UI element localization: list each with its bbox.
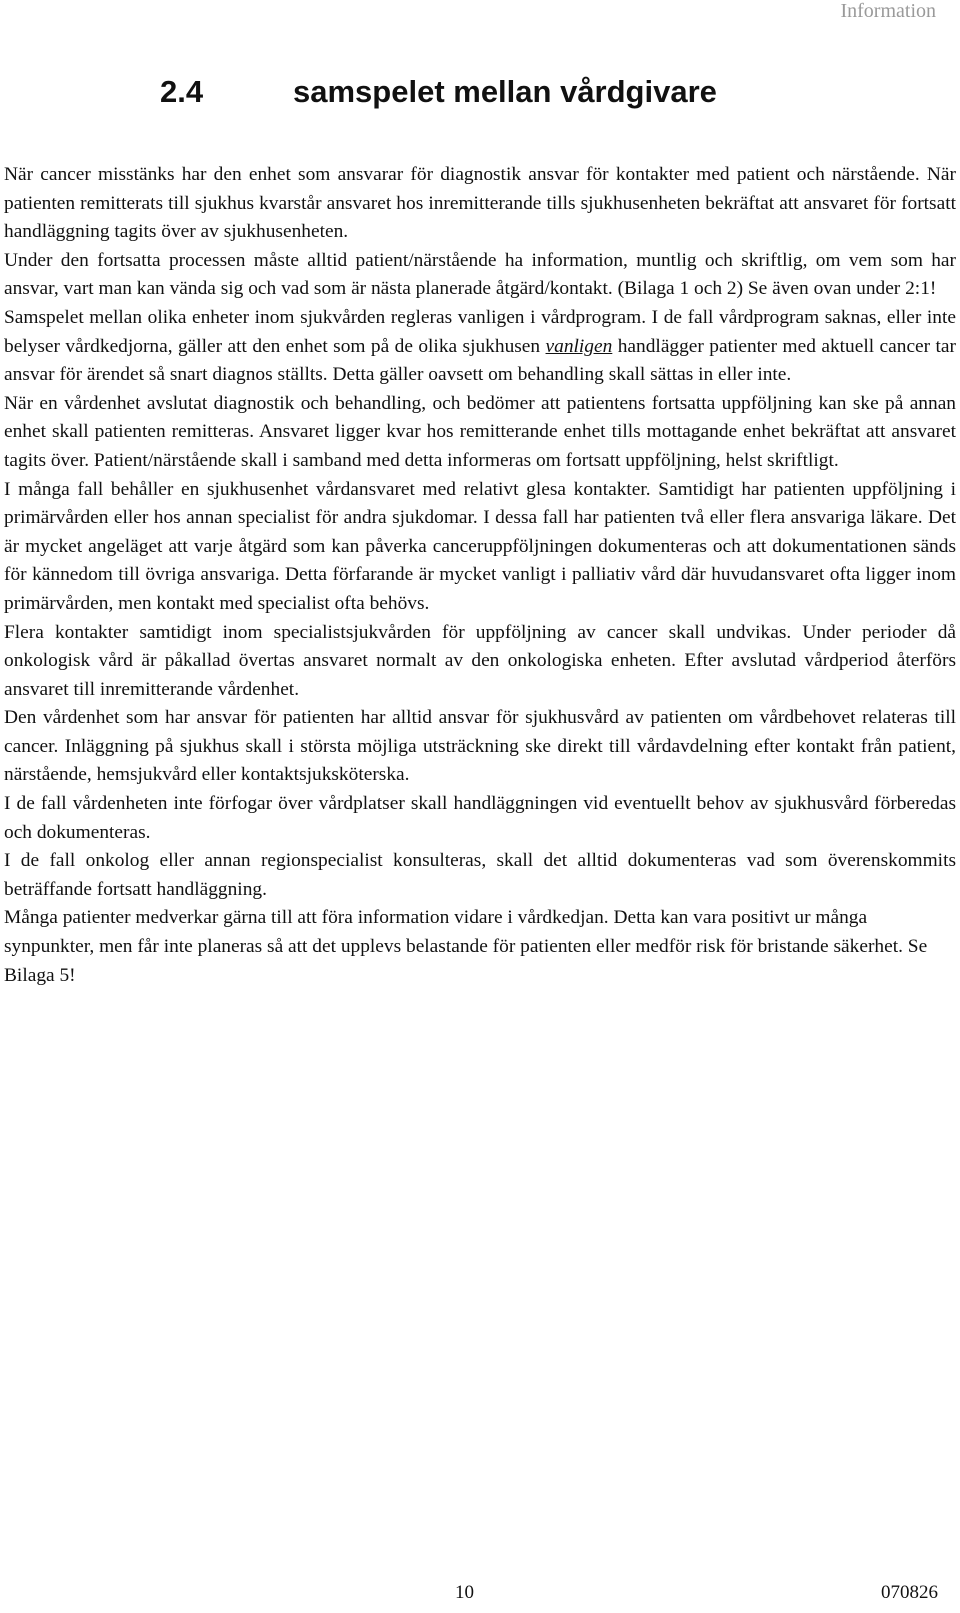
paragraph-text: handlägger patienter med aktuell cancer tar ansvar för ärendet så snart diagnos ställts. Detta gäller oavsett om behandling skall sättas in eller inte. bbox=[4, 335, 956, 386]
document-date: 070826 bbox=[881, 1582, 938, 1603]
paragraph bbox=[4, 304, 956, 390]
page-number: 10 bbox=[455, 1582, 474, 1603]
body-text bbox=[4, 161, 956, 990]
paragraph: I de fall vårdenheten inte förfogar över vårdplatser skall handläggningen vid eventuellt behov av sjukhusvård förberedas och dokumenteras. bbox=[4, 793, 956, 843]
section-title: samspelet mellan vårdgivare bbox=[293, 74, 717, 109]
section-heading bbox=[160, 74, 717, 110]
paragraph: Den vårdenhet som har ansvar för patienten har alltid ansvar för sjukhusvård av patienten om vårdbehovet relateras till cancer. Inläggning på sjukhus skall i största möjliga utsträckning ske direkt till vårdavdelning efter kontakt från patient, närstående, hemsjukvård eller kontaktsjuksköterska. bbox=[4, 707, 956, 786]
paragraph: När cancer misstänks har den enhet som ansvarar för diagnostik ansvar för kontakter med patient och närstående. När patienten remitterats till sjukhus kvarstår ansvaret hos inremitterande tills sjukhusenheten bekräftat att ansvaret för fortsatt handläggning tagits över av sjukhusenheten. bbox=[4, 164, 956, 243]
paragraph: I de fall onkolog eller annan regionspecialist konsulteras, skall det alltid dokumenteras vad som överenskommits beträffande fortsatt handläggning. bbox=[4, 850, 956, 900]
paragraph: Flera kontakter samtidigt inom specialistsjukvården för uppföljning av cancer skall undvikas. Under perioder då onkologisk vård är påkallad övertas ansvaret normalt av den onkologiska enheten. Efter avslutad vårdperiod återförs ansvaret till inremitterande vårdenhet. bbox=[4, 621, 956, 700]
paragraph: När en vårdenhet avslutat diagnostik och behandling, och bedömer att patientens fortsatta uppföljning kan ske på annan enhet skall patienten remitteras. Ansvaret ligger kvar hos remitterande enhet tills mottagande enhet bekräftat att ansvaret tagits över. Patient/närstående skall i samband med detta informeras om fortsatt uppföljning, helst skriftligt. bbox=[4, 392, 956, 471]
paragraph-text: Samspelet mellan olika enheter inom sjukvården regleras vanligen i vårdprogram. I de fall vårdprogram saknas, eller inte belyser vårdkedjorna, gäller att den enhet som på de olika sjukhusen bbox=[4, 306, 956, 357]
paragraph: I många fall behåller en sjukhusenhet vårdansvaret med relativt glesa kontakter. Samtidigt har patienten uppföljning i primärvården eller hos annan specialist för andra sjukdomar. I dessa fall har patienten två eller flera ansvariga läkare. Det är mycket angeläget att varje åtgärd som kan påverka canceruppföljningen dokumenteras och att dokumentationen sänds för kännedom till övriga ansvariga. Detta förfarande är mycket vanligt i palliativ vård där huvudansvaret ofta ligger inom primärvården, men kontakt med specialist ofta behövs. bbox=[4, 478, 956, 614]
paragraph: Många patienter medverkar gärna till att föra information vidare i vårdkedjan. Detta kan vara positivt ur många synpunkter, men får inte planeras så att det upplevs belastande för patienten eller medför risk för bristande säkerhet. Se Bilaga 5! bbox=[4, 907, 928, 986]
paragraph: Under den fortsatta processen måste alltid patient/närstående ha information, muntlig och skriftlig, om vem som har ansvar, vart man kan vända sig och vad som är nästa planerade åtgärd/kontakt. (Bilaga 1 och 2) Se även ovan under 2:1! bbox=[4, 249, 956, 300]
header-label: Information bbox=[840, 0, 936, 22]
section-number: 2.4 bbox=[160, 74, 204, 109]
emphasized-word: vanligen bbox=[545, 335, 613, 357]
